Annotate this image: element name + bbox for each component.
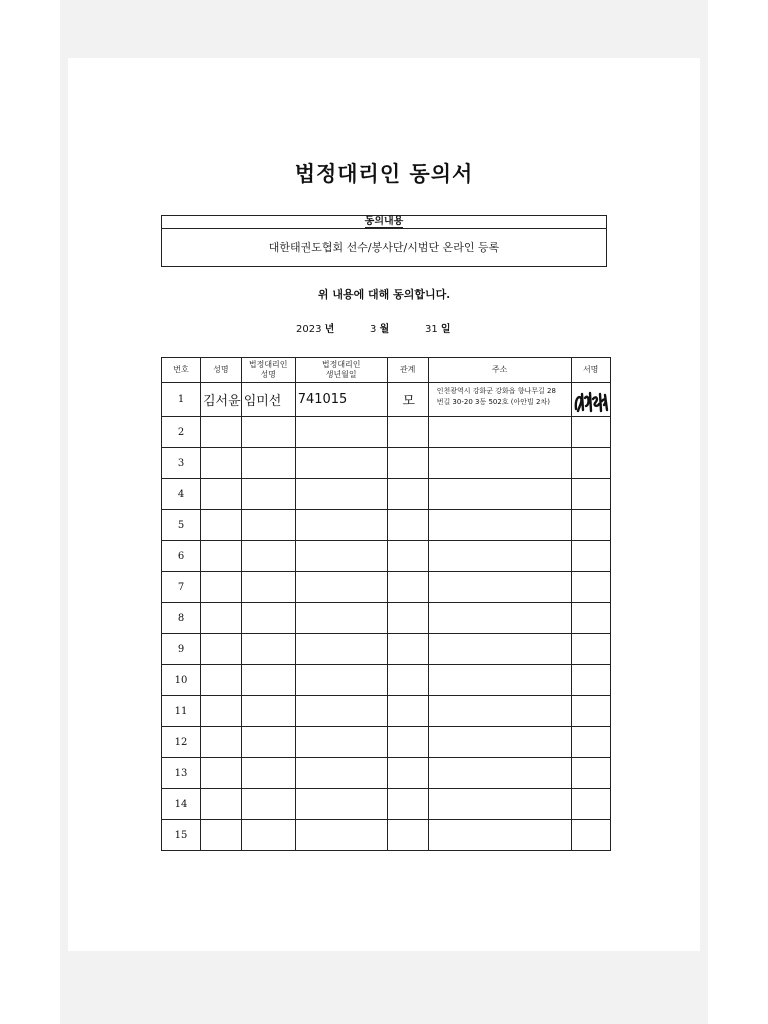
header-signature: 서명 <box>571 358 610 383</box>
date-day <box>425 320 451 335</box>
table-row <box>162 448 611 479</box>
consent-header-label: 동의내용 <box>364 216 404 227</box>
table-row <box>162 634 611 665</box>
row-address <box>428 383 571 417</box>
date-year <box>296 320 334 335</box>
table-row <box>162 383 611 417</box>
date-month-value: 3 <box>370 324 377 335</box>
header-guardian-name-line2: 성명 <box>260 370 276 379</box>
header-address: 주소 <box>428 358 571 383</box>
header-guardian-birth-line1: 법정대리인 <box>321 360 361 369</box>
table-header-row <box>162 358 611 383</box>
row-number: 12 <box>162 727 201 758</box>
header-guardian-name <box>241 358 295 383</box>
table-row <box>162 479 611 510</box>
row-number: 3 <box>162 448 201 479</box>
row-number: 2 <box>162 417 201 448</box>
row-number: 13 <box>162 758 201 789</box>
guardian-table <box>161 357 611 851</box>
row-relation: 모 <box>387 383 428 417</box>
table-row <box>162 417 611 448</box>
document-page <box>68 58 700 951</box>
consent-content: 대한태권도협회 선수/봉사단/시범단 온라인 등록 <box>268 241 500 254</box>
row-guardian-name: 임미선 <box>241 383 295 417</box>
row-guardian-birth: 741015 <box>295 383 387 417</box>
table-row <box>162 603 611 634</box>
table-row <box>162 541 611 572</box>
row-number: 4 <box>162 479 201 510</box>
date-year-value: 2023 <box>296 324 322 335</box>
date-month <box>370 320 389 335</box>
row-number: 5 <box>162 510 201 541</box>
row-number: 1 <box>162 383 201 417</box>
row-name: 김서윤 <box>201 383 242 417</box>
header-guardian-birth-line2: 생년월일 <box>325 370 357 379</box>
row-number: 14 <box>162 789 201 820</box>
handwritten-signature-image <box>572 385 610 415</box>
table-row <box>162 696 611 727</box>
table-row <box>162 758 611 789</box>
row-signature <box>571 383 610 417</box>
header-guardian-birth <box>295 358 387 383</box>
consent-header <box>162 216 606 229</box>
header-number: 번호 <box>162 358 201 383</box>
date-month-unit: 월 <box>379 324 390 335</box>
consent-box <box>161 215 607 267</box>
document-title: 법정대리인 동의서 <box>294 162 474 186</box>
table-body <box>162 383 611 851</box>
table-row <box>162 510 611 541</box>
header-guardian-name-line1: 법정대리인 <box>248 360 288 369</box>
table-row <box>162 665 611 696</box>
row-number: 11 <box>162 696 201 727</box>
agree-statement: 위 내용에 대해 동의합니다. <box>317 288 451 301</box>
table-row <box>162 789 611 820</box>
row-number: 7 <box>162 572 201 603</box>
header-relation: 관계 <box>387 358 428 383</box>
date-year-unit: 년 <box>324 324 335 335</box>
row-number: 8 <box>162 603 201 634</box>
table-row <box>162 820 611 851</box>
row-address-line2: 번길 30-20 3동 502호 (아안빌 2차) <box>436 398 550 406</box>
table-row <box>162 727 611 758</box>
date-day-unit: 일 <box>440 324 451 335</box>
date-day-value: 31 <box>425 324 438 335</box>
table-row <box>162 572 611 603</box>
header-name: 성명 <box>201 358 242 383</box>
row-number: 10 <box>162 665 201 696</box>
row-address-line1: 인천광역시 강화군 강화읍 향나무길 28 <box>436 387 556 395</box>
row-number: 9 <box>162 634 201 665</box>
row-number: 6 <box>162 541 201 572</box>
row-number: 15 <box>162 820 201 851</box>
